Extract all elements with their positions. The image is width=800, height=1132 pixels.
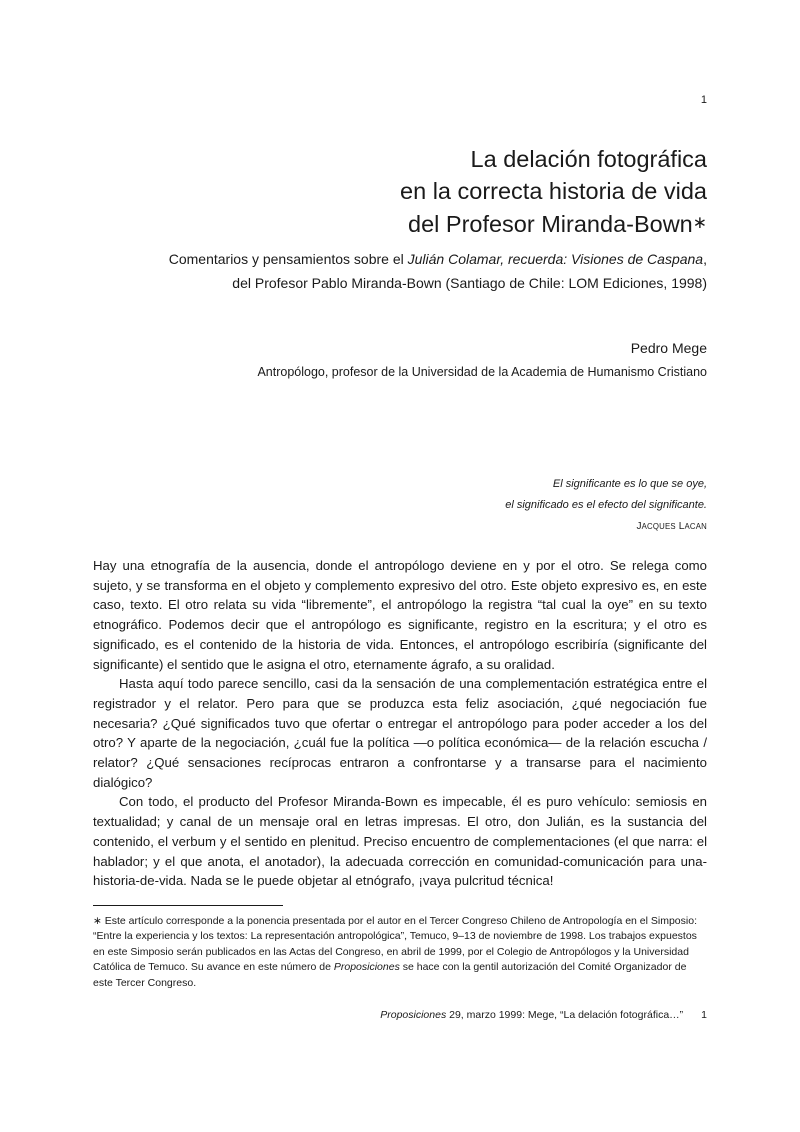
footer-citation: 29, marzo 1999: Mege, “La delación fotográfica…”	[446, 1009, 684, 1021]
footnote-marker: ∗	[93, 915, 102, 927]
epigraph-source	[307, 516, 707, 537]
title-footnote-marker: ∗	[692, 213, 707, 232]
article-body	[93, 556, 707, 891]
epigraph-source-rest-2: ACAN	[684, 522, 707, 531]
footnote-journal-name: Proposiciones	[333, 961, 400, 974]
title-line-1: La delación fotográfica	[470, 146, 707, 172]
epigraph-source-initial-1: J	[636, 521, 642, 532]
title-line-3	[147, 207, 707, 240]
epigraph-line-1: El significante es lo que se oye,	[552, 478, 707, 490]
body-paragraph-3: Con todo, el producto del Profesor Miranda-Bown es impecable, él es puro vehículo: semiosis en textualidad; y canal de un mensaje oral en letras impresas. El otro, don Julián, es la sustancia del contenido, el verbum y el sentido en plenitud. Preciso encuentro de complementaciones (el que narra: el hablador; y el que anota, el anotador), la adecuada corrección en comunidad-comunicación para una-historia-de-vida. Nada se le puede objetar al etnógrafo, ¡vaya pulcritud técnica!	[93, 794, 707, 889]
subtitle-line-1	[67, 247, 707, 271]
article-subtitle	[67, 247, 707, 295]
footnote	[93, 914, 709, 991]
epigraph-line-2: el significado es el efecto del significante.	[505, 499, 707, 511]
epigraph	[307, 474, 707, 537]
article-title	[147, 143, 707, 240]
title-line-3-text: del Profesor Miranda-Bown	[408, 211, 693, 237]
page-footer	[380, 1009, 707, 1021]
footer-page-number: 1	[701, 1009, 707, 1021]
title-line-2: en la correcta historia de vida	[400, 178, 707, 204]
footer-journal: Proposiciones	[380, 1009, 447, 1021]
author-name: Pedro Mege	[630, 340, 707, 356]
subtitle-suffix: ,	[703, 251, 707, 267]
epigraph-source-initial-2: L	[678, 521, 685, 532]
footnote-divider	[93, 905, 283, 906]
epigraph-source-rest-1: ACQUES	[641, 522, 676, 531]
page-number-top: 1	[700, 94, 707, 106]
subtitle-book-title: Julián Colamar, recuerda: Visiones de Caspana	[407, 251, 704, 267]
subtitle-prefix: Comentarios y pensamientos sobre el	[168, 251, 408, 267]
footnote-text-b: se hace con la gentil autorización del Comité Organizador de este Tercer Congreso.	[93, 961, 687, 989]
body-paragraph-1: Hay una etnografía de la ausencia, donde el antropólogo deviene en y por el otro. Se relega como sujeto, y se transforma en el objeto y complemento expresivo del otro. Este objeto expresivo es, en este caso, texto. El otro relata su vida “libremente”, el antropólogo la registra “tal cual la oye” en su texto etnográfico. Podemos decir que el antropólogo es significante, registro en la escritura; y el otro es significado, es el contenido de la historia de vida. Entonces, el antropólogo escribiría (significante del significante) el sentido que le asigna el otro, eternamente ágrafo, a su oralidad.	[93, 558, 707, 672]
footnote-text	[93, 914, 709, 991]
author-affiliation: Antropólogo, profesor de la Universidad de la Academia de Humanismo Cristiano	[257, 365, 707, 379]
body-paragraph-2: Hasta aquí todo parece sencillo, casi da la sensación de una complementación estratégica entre el registrador y el relator. Pero para que se produzca esta feliz asociación, ¿qué negociación fue necesaria? ¿Qué significados tuvo que ofertar o entregar el antropólogo para poder acceder a los del otro? Y aparte de la negociación, ¿cuál fue la política —o política económica— de la relación escucha / relator? ¿Qué sensaciones recíprocas entraron a confrontarse y a transarse para el nacimiento dialógico?	[93, 676, 707, 790]
subtitle-line-2: del Profesor Pablo Miranda-Bown (Santiago de Chile: LOM Ediciones, 1998)	[232, 275, 707, 291]
footnote-text-a: Este artículo corresponde a la ponencia presentada por el autor en el Tercer Congreso Chileno de Antropología en el Simposio: “Entre la experiencia y los textos: La representación antropológica”, Temuco, 9–13 de noviembre de 1998. Los trabajos expuestos en este Simposio serán publicados en las Actas del Congreso, en abril de 1999, por el Colegio de Antropólogos y la Universidad Católica de Temuco. Su avance en este número de	[93, 915, 697, 974]
